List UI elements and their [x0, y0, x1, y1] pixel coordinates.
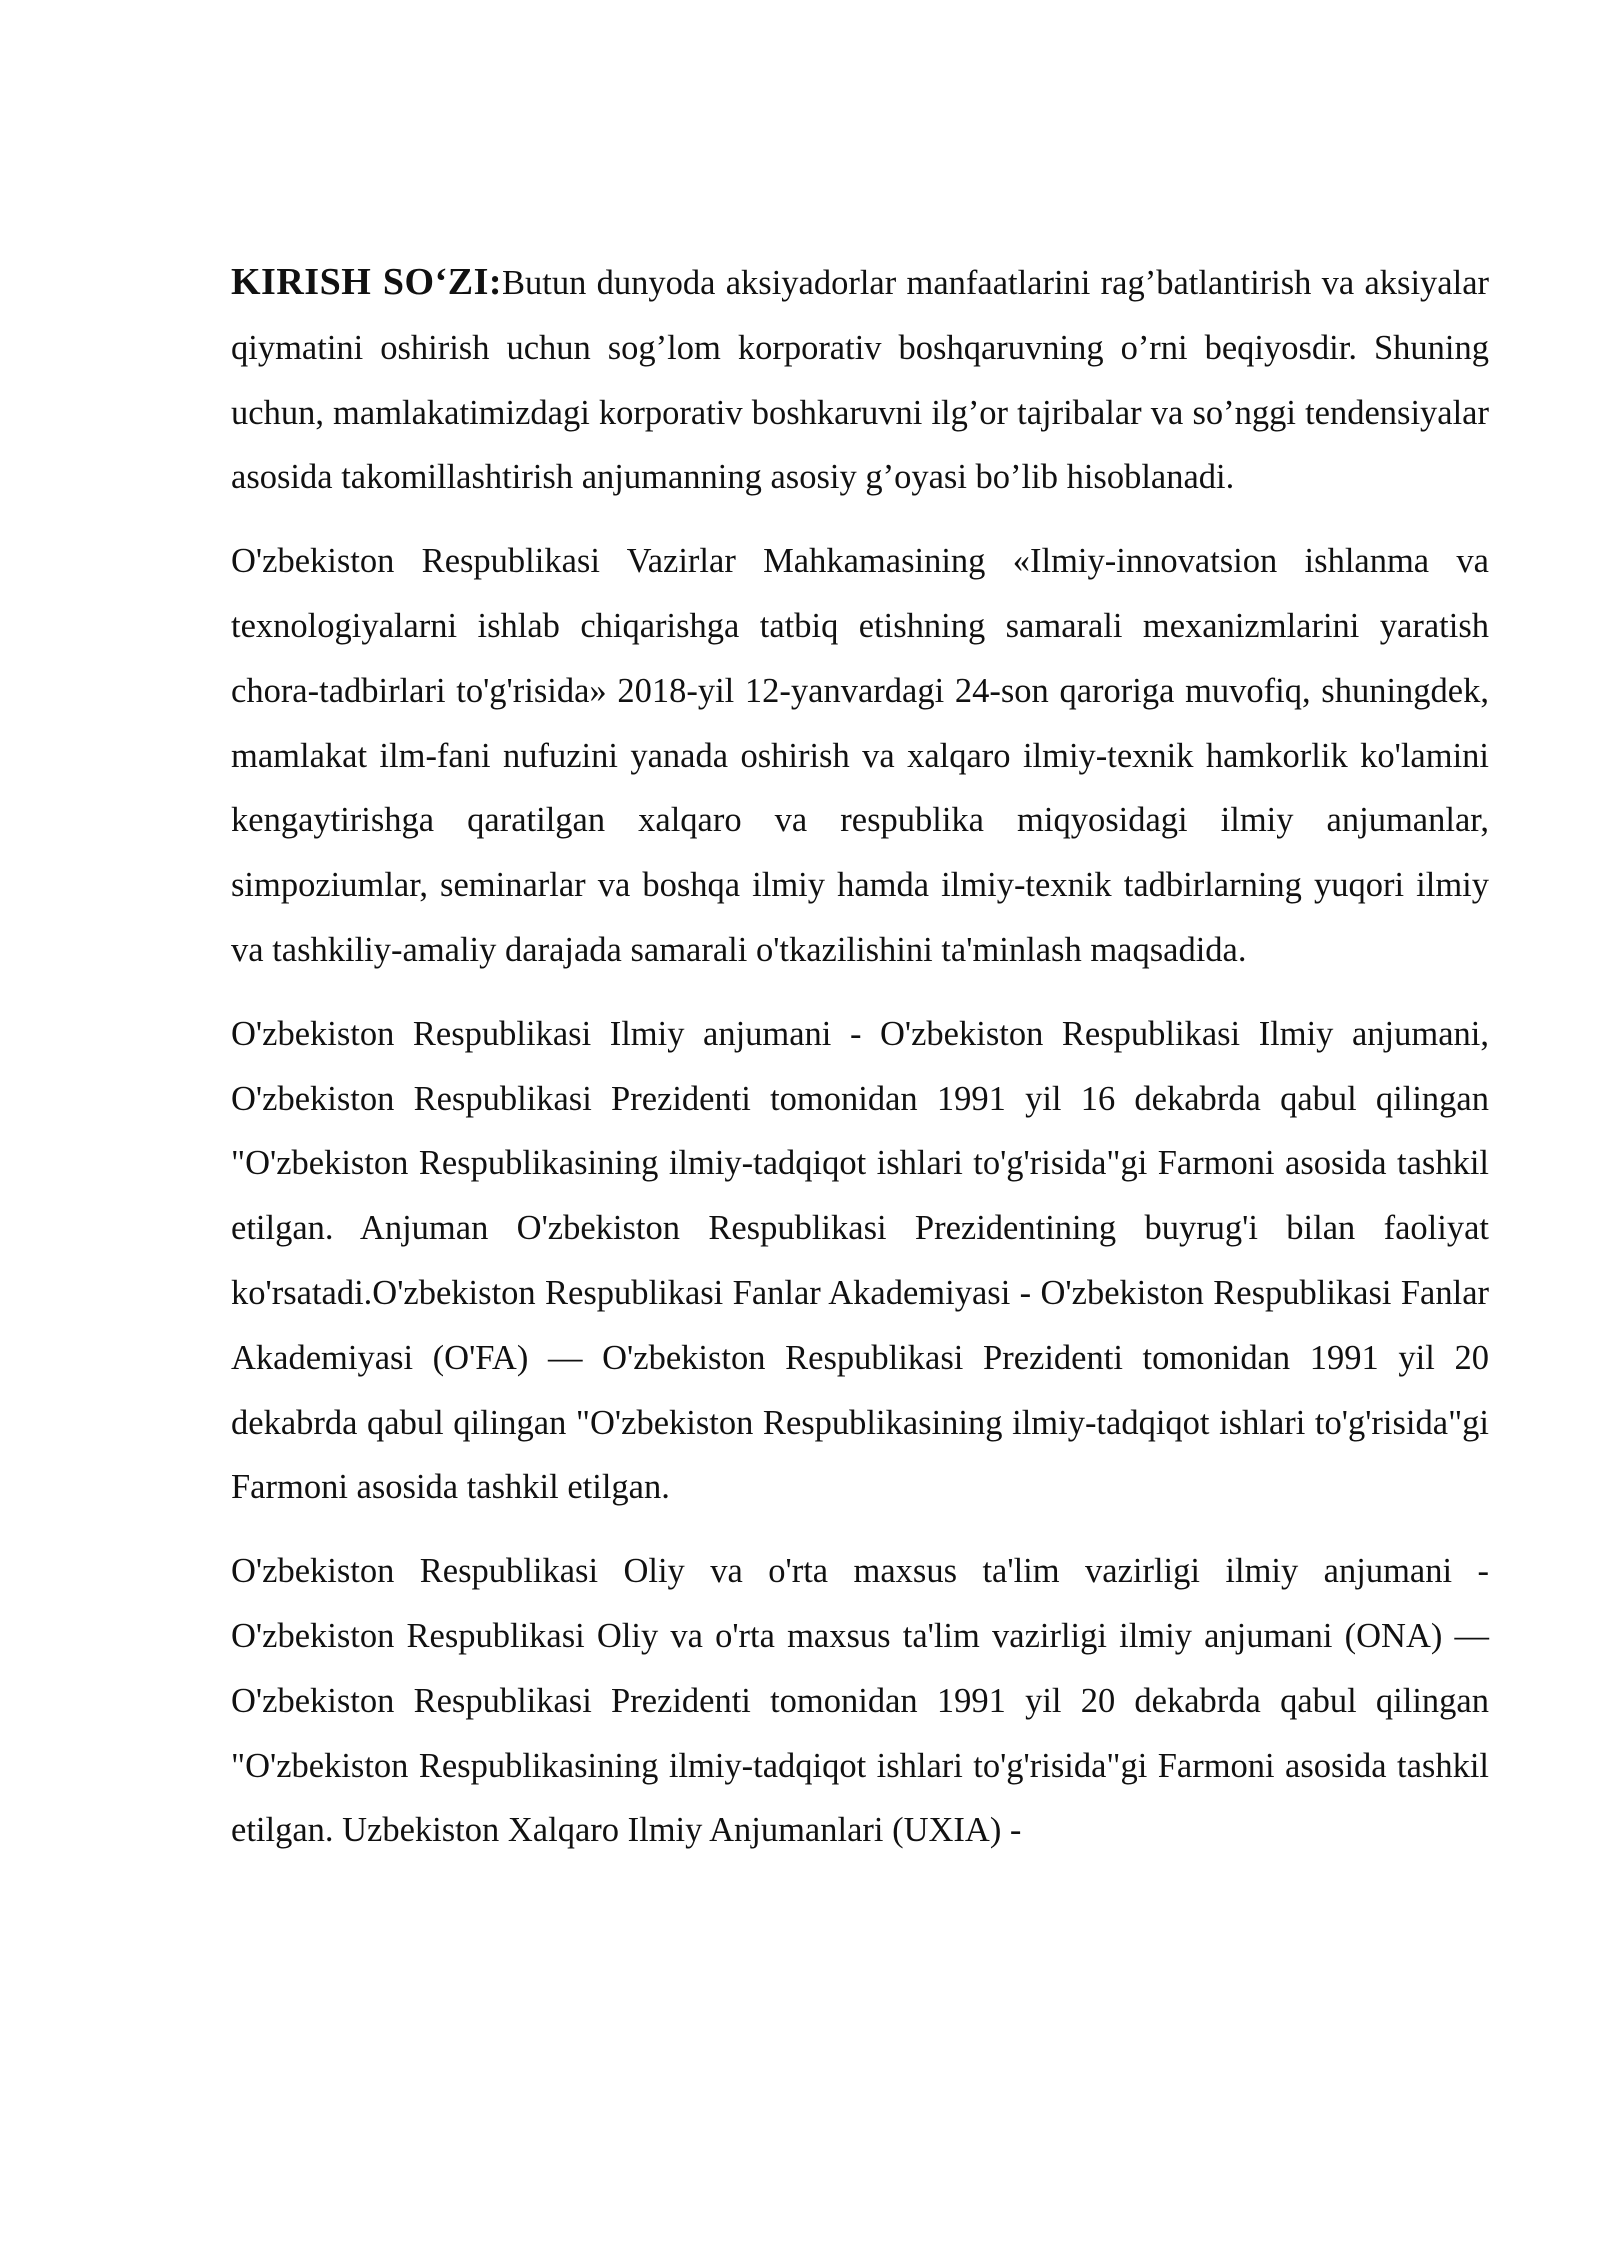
body-paragraph-3: O'zbekiston Respublikasi Oliy va o'rta maxsus ta'lim vazirligi ilmiy anjumani - O'zbekiston Respublikasi Oliy va o'rta maxsus ta'lim vazirligi ilmiy anjumani (ONA) — O'zbekiston Respublikasi Prezidenti tomonidan 1991 yil 20 dekabrda qabul qilingan "O'zbekiston Respublikasining ilmiy-tadqiqot ishlari to'g'risida"gi Farmoni asosida tashkil etilgan. Uzbekiston Xalqaro Ilmiy Anjumanlari (UXIA) - [231, 1552, 1489, 1850]
body-paragraph-1: O'zbekiston Respublikasi Vazirlar Mahkamasining «Ilmiy-innovatsion ishlanma va texnologiyalarni ishlab chiqarishga tatbiq etishning samarali mexanizmlarini yaratish chora-tadbirlari to'g'risida» 2018-yil 12-yanvardagi 24-son qaroriga muvofiq, shuningdek, mamlakat ilm-fani nufuzini yanada oshirish va xalqaro ilmiy-texnik hamkorlik ko'lamini kengaytirishga qaratilgan xalqaro va respublika miqyosidagi ilmiy anjumanlar, simpoziumlar, seminarlar va boshqa ilmiy hamda ilmiy-texnik tadbirlarning yuqori ilmiy va tashkiliy-amaliy darajada samarali o'tkazilishini ta'minlash maqsadida. [231, 542, 1489, 969]
section-heading: KIRISH SO‘ZI: [231, 261, 503, 303]
document-body [231, 250, 1489, 1882]
body-paragraph-2: O'zbekiston Respublikasi Ilmiy anjumani - O'zbekiston Respublikasi Ilmiy anjumani, O'zbekiston Respublikasi Prezidenti tomonidan 1991 yil 16 dekabrda qabul qilingan "O'zbekiston Respublikasining ilmiy-tadqiqot ishlari to'g'risida"gi Farmoni asosida tashkil etilgan. Anjuman O'zbekiston Respublikasi Prezidentining buyrug'i bilan faoliyat ko'rsatadi.O'zbekiston Respublikasi Fanlar Akademiyasi - O'zbekiston Respublikasi Fanlar Akademiyasi (O'FA) — O'zbekiston Respublikasi Prezidenti tomonidan 1991 yil 20 dekabrda qabul qilingan "O'zbekiston Respublikasining ilmiy-tadqiqot ishlari to'g'risida"gi Farmoni asosida tashkil etilgan. [231, 1014, 1489, 1507]
intro-text: Butun dunyoda aksiyadorlar manfaatlarini rag’batlantirish va aksiyalar qiymatini oshirish uchun sog’lom korporativ boshqaruvning o’rni beqiyosdir. Shuning uchun, mamlakatimizdagi korporativ boshkaruvni ilg’or tajribalar va so’nggi tendensiyalar asosida takomillashtirish anjumanning asosiy g’oyasi bo’lib hisoblanadi. [231, 264, 1490, 497]
intro-paragraph [231, 250, 1489, 510]
